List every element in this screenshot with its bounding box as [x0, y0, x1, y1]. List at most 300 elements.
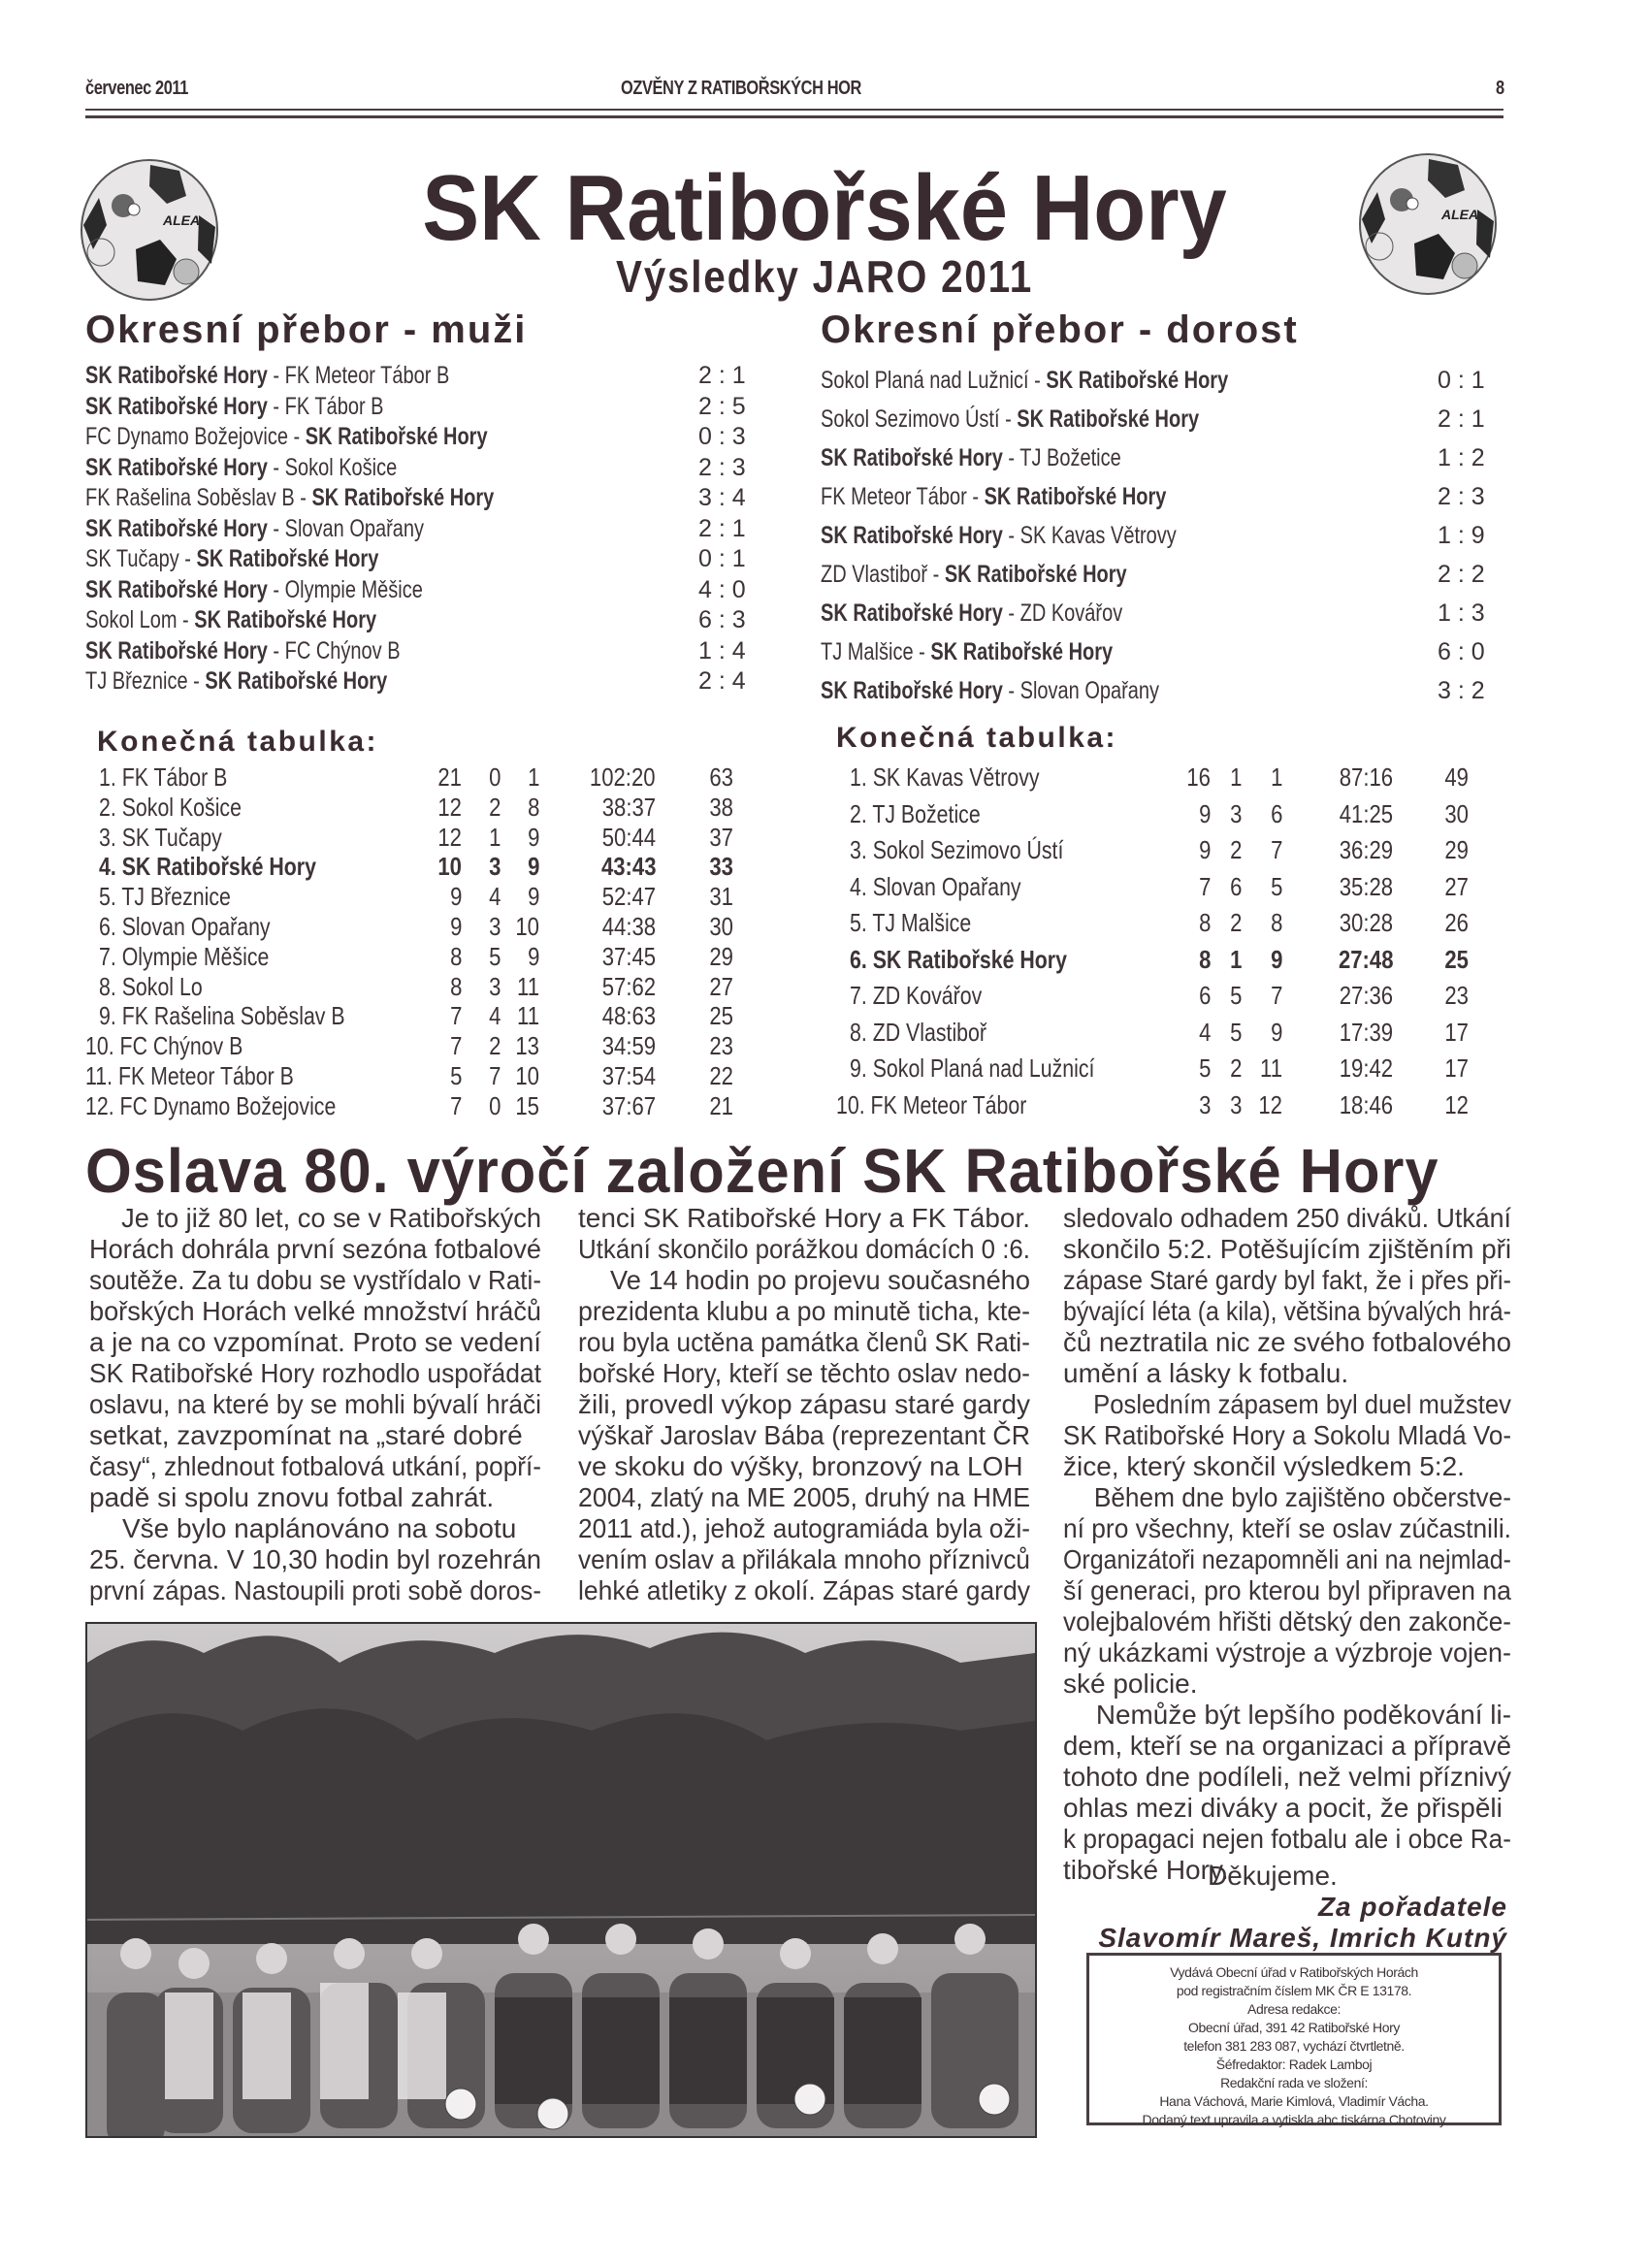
result-row: [85, 544, 746, 575]
match-teams: [85, 605, 376, 636]
header-rule-top: [85, 109, 1504, 111]
wins: 7: [449, 1031, 462, 1061]
table-row: [836, 762, 1496, 799]
paragraph: [578, 1265, 1030, 1606]
match-separator: -: [187, 667, 206, 695]
table-row: [85, 823, 745, 853]
table-row: [85, 972, 745, 1002]
text-line: 2011 atd.), jehož autogramiáda byla oži-: [578, 1513, 1030, 1543]
goal-score: 17:39: [1339, 1017, 1393, 1047]
points: 23: [709, 1031, 733, 1061]
goal-score: 18:46: [1339, 1089, 1393, 1119]
wins: 8: [449, 941, 462, 971]
match-separator: -: [1002, 444, 1020, 471]
match-separator: -: [287, 423, 306, 450]
youth-heading: Okresní přebor - dorost: [821, 308, 1299, 351]
match-score: 1 : 9: [1438, 522, 1485, 549]
team-name: 4. Slovan Opařany: [850, 871, 1021, 901]
result-row: [821, 594, 1490, 632]
table-row: [85, 793, 745, 823]
match-score: 2 : 1: [1438, 405, 1485, 433]
match-teams: [821, 555, 1127, 594]
men-table-heading: Konečná tabulka:: [97, 726, 379, 758]
result-row: [85, 666, 746, 697]
match-teams: [821, 671, 1159, 710]
wins: 21: [437, 762, 462, 792]
text-line: Ve 14 hodin po projevu současného: [610, 1265, 1030, 1295]
home-team: Sokol Sezimovo Ústí: [821, 405, 1000, 433]
result-row: [821, 516, 1490, 555]
result-row: [85, 422, 746, 453]
match-teams: [821, 516, 1177, 555]
goal-score: 48:63: [601, 1001, 656, 1031]
match-teams: [85, 636, 401, 667]
article-column-2: [578, 1203, 1030, 1606]
text-line: Posledním zápasem byl duel mužstev: [1093, 1389, 1511, 1419]
losses: 5: [1270, 871, 1282, 901]
result-row: [85, 361, 746, 392]
text-line: časy“, zhlednout fotbalová utkání, popří-: [89, 1451, 541, 1481]
result-row: [821, 555, 1490, 594]
draws: 3: [488, 971, 501, 1001]
goal-score: 27:36: [1339, 981, 1393, 1010]
wins: 8: [1198, 908, 1211, 937]
text-line: ohlas mezi diváky a pocit, že přispěli: [1063, 1793, 1503, 1823]
team-name: 2. Sokol Košice: [99, 792, 242, 822]
result-row: [85, 605, 746, 636]
text-line: 2004, zlatý na ME 2005, druhý na HME: [578, 1482, 1030, 1512]
away-team: SK Ratibořské Hory: [1046, 367, 1229, 394]
losses: 13: [515, 1031, 539, 1061]
draws: 6: [1229, 871, 1242, 901]
match-score: 0 : 3: [698, 423, 746, 450]
home-team: SK Ratibořské Hory: [85, 453, 268, 481]
draws: 2: [488, 1031, 501, 1061]
home-team: Sokol Planá nad Lužnicí: [821, 367, 1029, 394]
draws: 4: [488, 1001, 501, 1031]
draws: 5: [1229, 1017, 1242, 1047]
paragraph: [89, 1513, 541, 1606]
result-row: [821, 671, 1490, 710]
home-team: FC Dynamo Božejovice: [85, 423, 288, 450]
text-line: Vše bylo naplánováno na sobotu: [122, 1513, 517, 1543]
points: 49: [1444, 762, 1469, 792]
article-column-3: [1063, 1203, 1511, 1886]
match-separator: -: [927, 561, 945, 588]
home-team: TJ Malšice: [821, 638, 914, 665]
team-name: 10. FK Meteor Tábor: [836, 1089, 1027, 1119]
result-row: [821, 632, 1490, 671]
points: 29: [709, 941, 733, 971]
wins: 16: [1186, 762, 1211, 792]
wins: 5: [1198, 1053, 1211, 1083]
home-team: SK Ratibořské Hory: [85, 362, 268, 389]
match-score: 2 : 1: [698, 514, 746, 542]
text-line: ný ukázkami výstroje a výzbroje vojen-: [1063, 1637, 1511, 1668]
ball-brand-text: ALEA: [1441, 207, 1479, 222]
home-team: ZD Vlastiboř: [821, 561, 928, 588]
match-score: 1 : 4: [698, 636, 746, 664]
away-team: SK Ratibořské Hory: [305, 423, 488, 450]
team-name: 6. Slovan Opařany: [99, 911, 271, 941]
match-separator: -: [999, 405, 1018, 433]
ball-brand-text: ALEA: [163, 212, 201, 228]
home-team: FK Meteor Tábor: [821, 483, 967, 510]
match-separator: -: [1002, 522, 1020, 549]
match-separator: -: [267, 575, 285, 603]
match-separator: -: [913, 638, 931, 665]
goal-score: 52:47: [601, 882, 656, 912]
draws: 0: [488, 762, 501, 792]
draws: 3: [488, 911, 501, 941]
header-rule-bottom: [85, 115, 1504, 118]
away-team: SK Ratibořské Hory: [984, 483, 1167, 510]
team-name: 3. Sokol Sezimovo Ústí: [850, 835, 1064, 864]
text-line: bývající léta (a kila), většina bývalých hrá-: [1063, 1296, 1511, 1326]
men-heading: Okresní přebor - muži: [85, 308, 528, 351]
text-line: Nemůže být lepšího poděkování li-: [1095, 1700, 1511, 1730]
goal-score: 102:20: [590, 762, 656, 792]
text-line: setkat, zavzpomínat na „staré dobré: [89, 1420, 523, 1450]
match-separator: -: [966, 483, 985, 510]
match-score: 2 : 5: [698, 392, 746, 420]
text-line: žice, který skončil výsledkem 5:2.: [1063, 1451, 1465, 1481]
thanks-text: Děkujeme.: [1208, 1861, 1338, 1891]
text-line: Během dne bylo zajištěno občerstve-: [1093, 1482, 1511, 1512]
home-team: SK Ratibořské Hory: [821, 677, 1003, 704]
goal-score: 44:38: [601, 911, 656, 941]
home-team: SK Ratibořské Hory: [85, 636, 268, 664]
youth-results-list: [821, 361, 1490, 710]
away-team: SK Ratibořské Hory: [944, 561, 1127, 588]
away-team: FK Meteor Tábor B: [284, 362, 450, 389]
match-teams: [821, 477, 1166, 516]
text-line: vením oslav a přilákala mnoho příznivců: [578, 1544, 1030, 1574]
wins: 3: [1198, 1089, 1211, 1119]
text-line: soutěže. Za tu dobu se vystřídalo v Rati-: [89, 1265, 541, 1295]
away-team: Olympie Měšice: [284, 575, 423, 603]
points: 25: [709, 1001, 733, 1031]
points: 22: [709, 1060, 733, 1090]
signature-role: Za pořadatele: [1317, 1892, 1507, 1922]
team-name: 8. ZD Vlastiboř: [850, 1017, 987, 1047]
home-team: SK Ratibořské Hory: [85, 575, 268, 603]
points: 30: [709, 911, 733, 941]
away-team: TJ Božetice: [1019, 444, 1121, 471]
team-name: 3. SK Tučapy: [99, 822, 222, 852]
team-name: 7. Olympie Měšice: [99, 941, 270, 971]
paragraph: [578, 1203, 1030, 1265]
match-teams: [85, 483, 494, 514]
away-team: SK Ratibořské Hory: [205, 667, 388, 695]
wins: 7: [1198, 871, 1211, 901]
text-line: první zápas. Nastoupili proti sobě doros-: [89, 1575, 541, 1605]
wins: 9: [449, 882, 462, 912]
table-row: [836, 908, 1496, 945]
paragraph: [1063, 1482, 1511, 1700]
match-score: 1 : 2: [1438, 444, 1485, 471]
table-row-club: [85, 852, 745, 882]
goal-score: 19:42: [1339, 1053, 1393, 1083]
goal-score: 57:62: [601, 971, 656, 1001]
paragraph: [1063, 1389, 1511, 1482]
home-team: SK Ratibořské Hory: [85, 392, 268, 420]
team-name: 5. TJ Malšice: [850, 908, 972, 937]
text-line: Utkání skončilo porážkou domácích 0 :6.: [578, 1234, 1030, 1264]
page-number: 8: [1496, 78, 1504, 99]
team-name: 9. FK Rašelina Soběslav B: [99, 1001, 345, 1031]
losses: 7: [1270, 981, 1282, 1010]
draws: 2: [488, 792, 501, 822]
draws: 5: [488, 941, 501, 971]
goal-score: 34:59: [601, 1031, 656, 1061]
team-name: 4. SK Ratibořské Hory: [99, 852, 316, 882]
wins: 8: [449, 971, 462, 1001]
text-line: skončilo 5:2. Potěšujícím zjištěním při: [1063, 1234, 1511, 1264]
wins: 9: [1198, 798, 1211, 828]
wins: 5: [449, 1060, 462, 1090]
text-line: tibořské Hory.: [1063, 1855, 1229, 1885]
imprint-line: Redakční rada ve složení:: [1220, 2075, 1368, 2090]
losses: 1: [527, 762, 539, 792]
text-line: tenci SK Ratibořské Hory a FK Tábor.: [578, 1203, 1030, 1233]
match-teams: [821, 438, 1121, 477]
match-score: 6 : 3: [698, 606, 746, 633]
table-row: [836, 835, 1496, 872]
match-score: 2 : 3: [698, 453, 746, 481]
text-line: oslavu, na které by se mohli bývalí hráči: [89, 1389, 541, 1419]
home-team: SK Ratibořské Hory: [821, 599, 1003, 627]
wins: 12: [437, 822, 462, 852]
team-name: 5. TJ Březnice: [99, 882, 231, 912]
text-line: ve skoku do výšky, bronzový na LOH: [578, 1451, 1023, 1481]
table-row: [836, 981, 1496, 1018]
photo-illustration: [87, 1624, 1035, 2136]
away-team: SK Ratibořské Hory: [311, 484, 495, 511]
wins: 9: [1198, 835, 1211, 864]
draws: 2: [1229, 1053, 1242, 1083]
text-line: ší generaci, pro kterou byl připraven na: [1063, 1575, 1511, 1605]
text-line: SK Ratibořské Hory rozhodlo uspořádat: [89, 1358, 541, 1388]
draws: 3: [1229, 798, 1242, 828]
goal-score: 38:37: [601, 792, 656, 822]
losses: 6: [1270, 798, 1282, 828]
page-title: SK Ratibořské Hory: [422, 156, 1227, 260]
table-row: [85, 882, 745, 912]
team-name: 11. FK Meteor Tábor B: [85, 1060, 294, 1090]
text-line: dem, kteří se na organizaci a přípravě: [1063, 1731, 1511, 1761]
match-score: 6 : 0: [1438, 638, 1485, 665]
publication-name: OZVĚNY Z RATIBOŘSKÝCH HOR: [621, 78, 861, 99]
text-line: sledovalo odhadem 250 diváků. Utkání: [1063, 1203, 1511, 1233]
table-row: [85, 1001, 745, 1031]
imprint-line: Dodaný text upravila a vytiskla abc tiskárna Chotoviny: [1142, 2112, 1446, 2127]
match-score: 1 : 3: [1438, 599, 1485, 627]
result-row: [821, 438, 1490, 477]
points: 26: [1444, 908, 1469, 937]
points: 17: [1444, 1053, 1469, 1083]
away-team: SK Ratibořské Hory: [196, 545, 379, 572]
goal-score: 41:25: [1339, 798, 1393, 828]
points: 30: [1444, 798, 1469, 828]
match-separator: -: [178, 545, 197, 572]
points: 25: [1444, 944, 1469, 974]
match-score: 3 : 4: [698, 484, 746, 511]
home-team: TJ Březnice: [85, 667, 188, 695]
table-row: [85, 1061, 745, 1091]
result-row: [85, 575, 746, 606]
table-row: [836, 1018, 1496, 1054]
table-row: [85, 762, 745, 793]
match-separator: -: [267, 362, 285, 389]
team-name: 8. Sokol Lo: [99, 971, 203, 1001]
match-score: 2 : 4: [698, 667, 746, 695]
draws: 5: [1229, 981, 1242, 1010]
points: 37: [709, 822, 733, 852]
goal-score: 37:54: [601, 1060, 656, 1090]
team-name: 7. ZD Kovářov: [850, 981, 983, 1010]
imprint-line: Obecní úřad, 391 42 Ratibořské Hory: [1188, 2020, 1400, 2035]
losses: 15: [515, 1090, 539, 1120]
goal-score: 36:29: [1339, 835, 1393, 864]
match-teams: [821, 632, 1113, 671]
team-name: 6. SK Ratibořské Hory: [850, 944, 1067, 974]
result-row: [821, 361, 1490, 400]
wins: 7: [449, 1090, 462, 1120]
text-line: Je to již 80 let, co se v Ratibořských: [121, 1203, 542, 1233]
match-teams: [85, 666, 387, 697]
losses: 8: [1270, 908, 1282, 937]
match-score: 2 : 1: [698, 362, 746, 389]
draws: 2: [1229, 835, 1242, 864]
home-team: FK Rašelina Soběslav B: [85, 484, 295, 511]
table-row: [836, 1053, 1496, 1090]
men-results-list: [85, 361, 746, 697]
team-name: 1. FK Tábor B: [99, 762, 228, 792]
points: 33: [709, 852, 733, 882]
text-line: čů neztratila nic ze svého fotbalového: [1063, 1327, 1511, 1357]
points: 29: [1444, 835, 1469, 864]
page-subtitle: Výsledky JARO 2011: [615, 251, 1033, 302]
text-line: rou byla uctěna památka členů SK Rati-: [578, 1327, 1030, 1357]
match-separator: -: [267, 392, 285, 420]
wins: 10: [437, 852, 462, 882]
points: 27: [1444, 871, 1469, 901]
match-separator: -: [177, 606, 195, 633]
text-line: a je na co vzpomínat. Proto se vedení: [89, 1327, 541, 1357]
losses: 9: [1270, 1017, 1282, 1047]
points: 23: [1444, 981, 1469, 1010]
text-line: bořské Hory, kteří se těchto oslav nedo-: [578, 1358, 1030, 1388]
men-standings-table: [85, 762, 745, 1121]
wins: 12: [437, 792, 462, 822]
away-team: SK Ratibořské Hory: [930, 638, 1114, 665]
text-line: ské policie.: [1063, 1669, 1198, 1699]
text-line: volejbalovém hřišti dětský den zakonče-: [1063, 1606, 1511, 1636]
draws: 7: [488, 1060, 501, 1090]
home-team: SK Tučapy: [85, 545, 179, 572]
losses: 9: [527, 822, 539, 852]
table-row: [836, 799, 1496, 836]
match-teams: [85, 514, 424, 545]
text-line: padě si spolu znovu fotbal zahrát.: [89, 1482, 495, 1512]
draws: 2: [1229, 908, 1242, 937]
away-team: SK Kavas Větrovy: [1019, 522, 1177, 549]
paragraph: [1063, 1700, 1511, 1886]
table-row: [85, 912, 745, 942]
text-line: prezidenta klubu a po minutě ticha, kte-: [578, 1296, 1030, 1326]
paragraph: [1063, 1203, 1511, 1389]
match-score: 2 : 3: [1438, 483, 1485, 510]
wins: 6: [1198, 981, 1211, 1010]
signature-names: Slavomír Mareš, Imrich Kutný: [1098, 1923, 1507, 1953]
points: 21: [709, 1090, 733, 1120]
away-team: Slovan Opařany: [284, 514, 425, 542]
match-teams: [85, 422, 488, 453]
losses: 9: [527, 882, 539, 912]
table-row: [836, 1090, 1496, 1127]
away-team: SK Ratibořské Hory: [1017, 405, 1200, 433]
losses: 11: [517, 1001, 539, 1031]
losses: 11: [1260, 1053, 1282, 1083]
table-row: [85, 1031, 745, 1061]
losses: 10: [515, 911, 539, 941]
goal-score: 87:16: [1339, 762, 1393, 792]
goal-score: 37:67: [601, 1090, 656, 1120]
text-line: žili, provedl výkop zápasu staré gardy: [578, 1389, 1030, 1419]
text-line: ní pro všechny, kteří se oslav zúčastnili.: [1063, 1513, 1511, 1543]
text-line: bořských Horách velké množství hráčů: [89, 1296, 541, 1326]
draws: 3: [488, 852, 501, 882]
match-separator: -: [1002, 677, 1020, 704]
match-separator: -: [267, 514, 285, 542]
goal-score: 27:48: [1338, 944, 1393, 974]
losses: 12: [1258, 1089, 1282, 1119]
youth-table-heading: Konečná tabulka:: [836, 722, 1118, 754]
points: 38: [709, 792, 733, 822]
losses: 9: [1270, 944, 1282, 974]
team-name: 2. TJ Božetice: [850, 798, 981, 828]
match-teams: [821, 361, 1228, 400]
text-line: lehké atletiky z okolí. Zápas staré gardy: [578, 1575, 1030, 1605]
paragraph: [89, 1203, 541, 1513]
team-name: 1. SK Kavas Větrovy: [850, 762, 1040, 792]
text-line: Organizátoři nezapomněli ani na nejmlad-: [1063, 1544, 1511, 1574]
imprint-line: Šéfredaktor: Radek Lamboj: [1215, 2057, 1373, 2072]
result-row: [85, 453, 746, 484]
text-line: umění a lásky k fotbalu.: [1063, 1358, 1349, 1388]
result-row: [821, 477, 1490, 516]
match-teams: [85, 575, 423, 606]
draws: 1: [488, 822, 501, 852]
draws: 0: [488, 1090, 501, 1120]
goal-score: 30:28: [1339, 908, 1393, 937]
result-row: [85, 636, 746, 667]
match-score: 0 : 1: [1438, 367, 1485, 394]
text-line: SK Ratibořské Hory a Sokolu Mladá Vo-: [1063, 1420, 1511, 1450]
imprint-line: Adresa redakce:: [1247, 2001, 1341, 2017]
away-team: FK Tábor B: [284, 392, 384, 420]
home-team: SK Ratibořské Hory: [85, 514, 268, 542]
points: 63: [709, 762, 733, 792]
match-score: 4 : 0: [698, 575, 746, 603]
table-row: [836, 872, 1496, 909]
imprint-line: Hana Váchová, Marie Kimlová, Vladimír Vácha.: [1159, 2093, 1429, 2109]
draws: 4: [488, 882, 501, 912]
losses: 9: [527, 852, 539, 882]
goal-score: 35:28: [1339, 871, 1393, 901]
match-teams: [821, 594, 1122, 632]
